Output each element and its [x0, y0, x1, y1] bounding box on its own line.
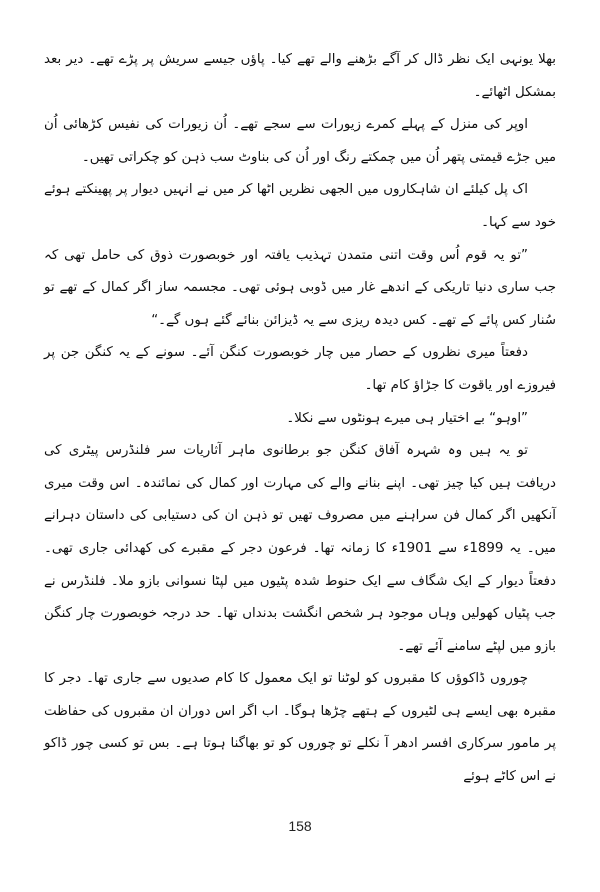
page-body-text [44, 44, 556, 794]
paragraph-3: اک پل کیلئے ان شاہکاروں میں الجھی نظریں اٹھا کر میں نے انہیں دیوار پر پھینکتے ہوئے خود سے کہا۔ [44, 182, 556, 230]
paragraph-2: اوپر کی منزل کے پہلے کمرے زیورات سے سجے تھے۔ اُن زیورات کی نفیس کڑھائی اُن میں جڑے قیمتی پتھر اُن میں چمکتے رنگ اور اُن کی بناوٹ سب ذہن کو چکراتی تھیں۔ [44, 117, 556, 165]
paragraph-7: تو یہ ہیں وہ شہرہ آفاق کنگن جو برطانوی ماہر آثاریات سر فلنڈرس پیٹری کی دریافت ہیں کیا چیز تھی۔ اپنے بنانے والے کی مہارت اور کمال کی نمائندہ۔ اس وقت میری آنکھیں اگر کمال فن سراہنے میں مصروف تھیں تو ذہن ان کی دستیابی کی داستان دہرانے میں۔ یہ 1899ء سے 1901ء کا زمانہ تھا۔ فرعون دجر کے مقبرے کی کھدائی جاری تھی۔ دفعتاً دیوار کے ایک شگاف سے ایک حنوط شدہ پٹیوں میں لپٹا نسوانی بازو ملا۔ فلنڈرس نے جب پٹیاں کھولیں وہاں موجود ہر شخص انگشت بدنداں تھا۔ حد درجہ خوبصورت چار کنگن بازو میں لپٹے سامنے آئے تھے۔ [44, 443, 556, 654]
page-number: 158 [288, 818, 312, 834]
paragraph-6: ”اوہو“ بے اختیار ہی میرے ہونٹوں سے نکلا۔ [286, 410, 528, 426]
paragraph-1: بھلا یونہی ایک نظر ڈال کر آگے بڑھنے والے تھے کیا۔ پاؤں جیسے سریش پر پڑے تھے۔ دیر بعد بمشکل اٹھائے۔ [44, 52, 556, 100]
paragraph-4: ”تو یہ قوم اُس وقت اتنی متمدن تہذیب یافتہ اور خوبصورت ذوق کی حامل تھی کہ جب ساری دنیا تاریکی کے اندھے غار میں ڈوبی ہوئی تھی۔ مجسمہ ساز اگر کمال کے تھے تو سُنار کس پائے کے تھے۔ کس دیدہ ریزی سے یہ ڈیزائن بنائے گئے ہوں گے۔“ [44, 247, 556, 328]
paragraph-8: چوروں ڈاکوؤں کا مقبروں کو لوٹنا تو ایک معمول کا کام صدیوں سے جاری تھا۔ دجر کا مقبرہ بھی ایسے ہی لٹیروں کے ہتھے چڑھا ہوگا۔ اب اگر اس دوران ان مقبروں کی حفاظت پر مامور سرکاری افسر ادھر آ نکلے تو چوروں کو تو بھاگنا ہوتا ہے۔ بس تو کسی چور ڈاکو نے اس کاٹے ہوئے [44, 671, 556, 785]
paragraph-5: دفعتاً میری نظروں کے حصار میں چار خوبصورت کنگن آئے۔ سونے کے یہ کنگن جن پر فیروزے اور یاقوت کا جڑاؤ کام تھا۔ [44, 345, 556, 393]
